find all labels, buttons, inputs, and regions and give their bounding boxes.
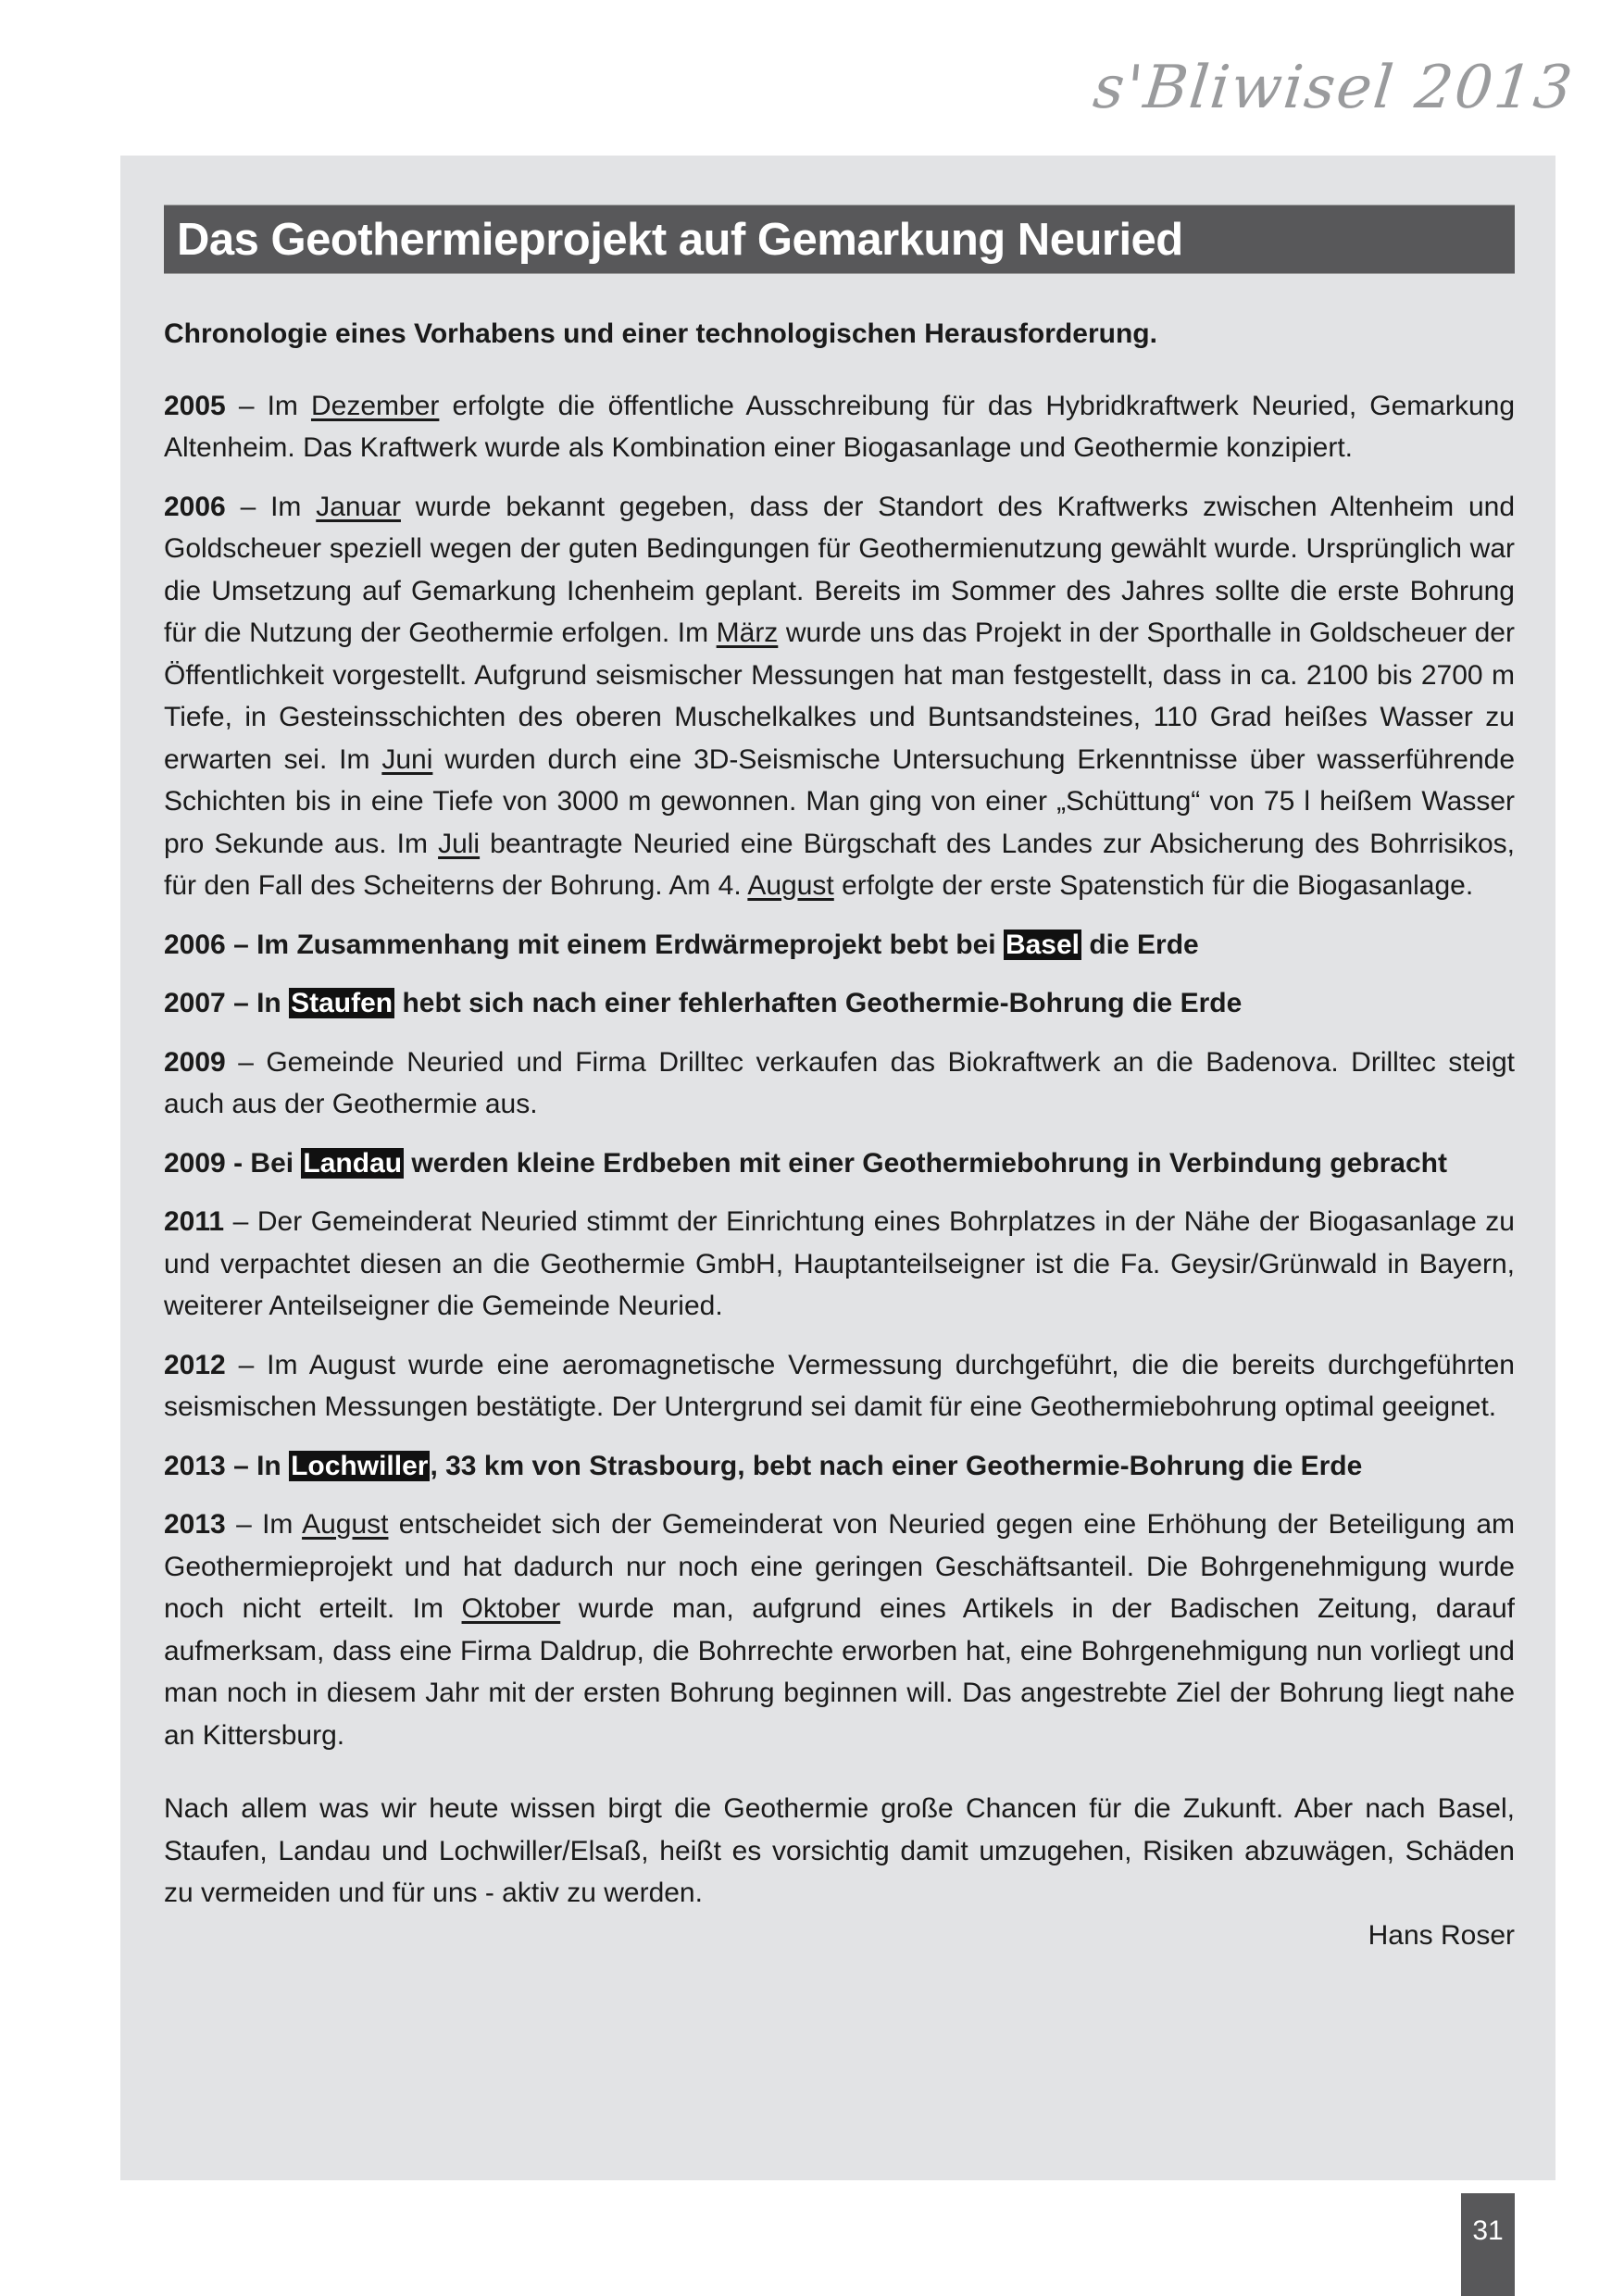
title-bar [164,205,1515,274]
entry-year: 2012 [164,1349,226,1380]
month-underlined: März [716,618,779,648]
article-subtitle: Chronologie eines Vorhabens und einer technologischen Herausforderung. [164,318,1157,349]
highlighted-place: Basel [1005,929,1081,960]
entry-2012: 2012 – Im August wurde eine aeromagnetische Vermessung durchgeführt, die die bereits durchgeführten seismischen Messungen bestätigte. Der Untergrund sei damit für eine Geothermiebohrung optimal geeignet. [164,1349,1515,1422]
month-underlined: Januar [316,491,401,522]
author-signature: Hans Roser [1368,1919,1515,1951]
event-staufen: 2007 – In Staufen hebt sich nach einer fehlerhaften Geothermie-Bohrung die Erde [164,988,1243,1018]
entry-year: 2009 [164,1046,226,1078]
month-underlined: Juni [381,743,433,775]
month-underlined: Oktober [461,1593,561,1624]
event-landau: 2009 - Bei Landau werden kleine Erdbeben mit einer Geothermiebohrung in Verbindung gebracht [164,1147,1447,1179]
entry-year: 2013 [164,1509,226,1540]
entry-year: 2011 [164,1206,225,1237]
month-underlined: August [302,1509,389,1540]
month-underlined: August [747,870,834,901]
highlighted-place: Staufen [291,988,394,1018]
event-lochwiller: 2013 – In Lochwiller, 33 km von Strasbourg, bebt nach einer Geothermie-Bohrung die Erde [164,1450,1363,1481]
entry-year: 2005 [164,390,226,421]
entry-2009: 2009 – Gemeinde Neuried und Firma Drilltec verkaufen das Biokraftwerk an die Badenova. Drilltec steigt auch aus der Geothermie aus. [164,1046,1515,1119]
highlighted-place: Lochwiller [291,1450,429,1481]
entry-2013: 2013 – Im August entscheidet sich der Gemeinderat von Neuried gegen eine Erhöhung der Beteiligung am Geothermieprojekt und hat dadurch nur noch eine geringen Geschäftsanteil. Die Bohrgenehmigung wurde noch nicht erteilt. Im Oktober wurde man, aufgrund eines Artikels in der Badischen Zeitung, darauf aufmerksam, dass eine Firma Daldrup, die Bohrrechte erworben hat, eine Bohrgenehmigung nun vorliegt und man noch in diesem Jahr mit der ersten Bohrung beginnen will. Das angestrebte Ziel der Bohrung liegt nahe an Kittersburg. [164,1509,1515,1751]
entry-2005: 2005 – Im Dezember erfolgte die öffentliche Ausschreibung für das Hybridkraftwerk Neuried, Gemarkung Altenheim. Das Kraftwerk wurde als Kombination einer Biogasanlage und Geothermie konzipiert. [164,390,1516,463]
entry-2006: 2006 – Im Januar wurde bekannt gegeben, dass der Standort des Kraftwerks zwischen Altenheim und Goldscheuer speziell wegen der guten Bedingungen für Geothermienutzung gewählt wurde. Ursprünglich war die Umsetzung auf Gemarkung Ichenheim geplant. Bereits im Sommer des Jahres sollte die erste Bohrung für die Nutzung der Geothermie erfolgen. Im März wurde uns das Projekt in der Sporthalle in Goldscheuer der Öffentlichkeit vorgestellt. Aufgrund seismischer Messungen hat man festgestellt, dass in ca. 2100 bis 2700 m Tiefe, in Gesteinsschichten des oberen Muschelkalkes und Buntsandsteines, 110 Grad heißes Wasser zu erwarten sei. Im Juni wurden durch eine 3D-Seismische Untersuchung Erkenntnisse über wasserführende Schichten bis in eine Tiefe von 3000 m gewonnen. Man ging von einer „Schüttung“ von 75 l heißem Wasser pro Sekunde aus. Im Juli beantragte Neuried eine Bürgschaft des Landes zur Absicherung des Bohrrisikos, für den Fall des Scheiterns der Bohrung. Am 4. August erfolgte der erste Spatenstich für die Biogasanlage. [164,491,1516,901]
month-underlined: Dezember [310,390,440,421]
article-panel [120,156,1555,2180]
highlighted-place: Landau [303,1147,403,1179]
closing-paragraph: Nach allem was wir heute wissen birgt die Geothermie große Chancen für die Zukunft. Aber nach Basel, Staufen, Landau und Lochwiller/Elsaß, heißt es vorsichtig damit umzugehen, Risiken abzuwägen, Schäden zu vermeiden und für uns - aktiv zu werden. [164,1793,1515,1908]
entry-2011: 2011 – Der Gemeinderat Neuried stimmt der Einrichtung eines Bohrplatzes in der Nähe der Biogasanlage zu und verpachtet diesen an die Geothermie GmbH, Hauptanteilseigner ist die Fa. Geysir/Grünwald in Bayern, weiterer Anteilseigner die Gemeinde Neuried. [164,1206,1515,1321]
article-title: Das Geothermieprojekt auf Gemarkung Neuried [177,215,1183,265]
month-underlined: Juli [438,828,481,859]
publication-logo: s'Bliwisel 2013 [1090,54,1578,122]
article-body [164,313,1515,1973]
entry-year: 2006 [164,491,226,522]
page-number: 31 [1461,2193,1515,2296]
event-basel: 2006 – Im Zusammenhang mit einem Erdwärmeprojekt bebt bei Basel die Erde [164,929,1199,960]
